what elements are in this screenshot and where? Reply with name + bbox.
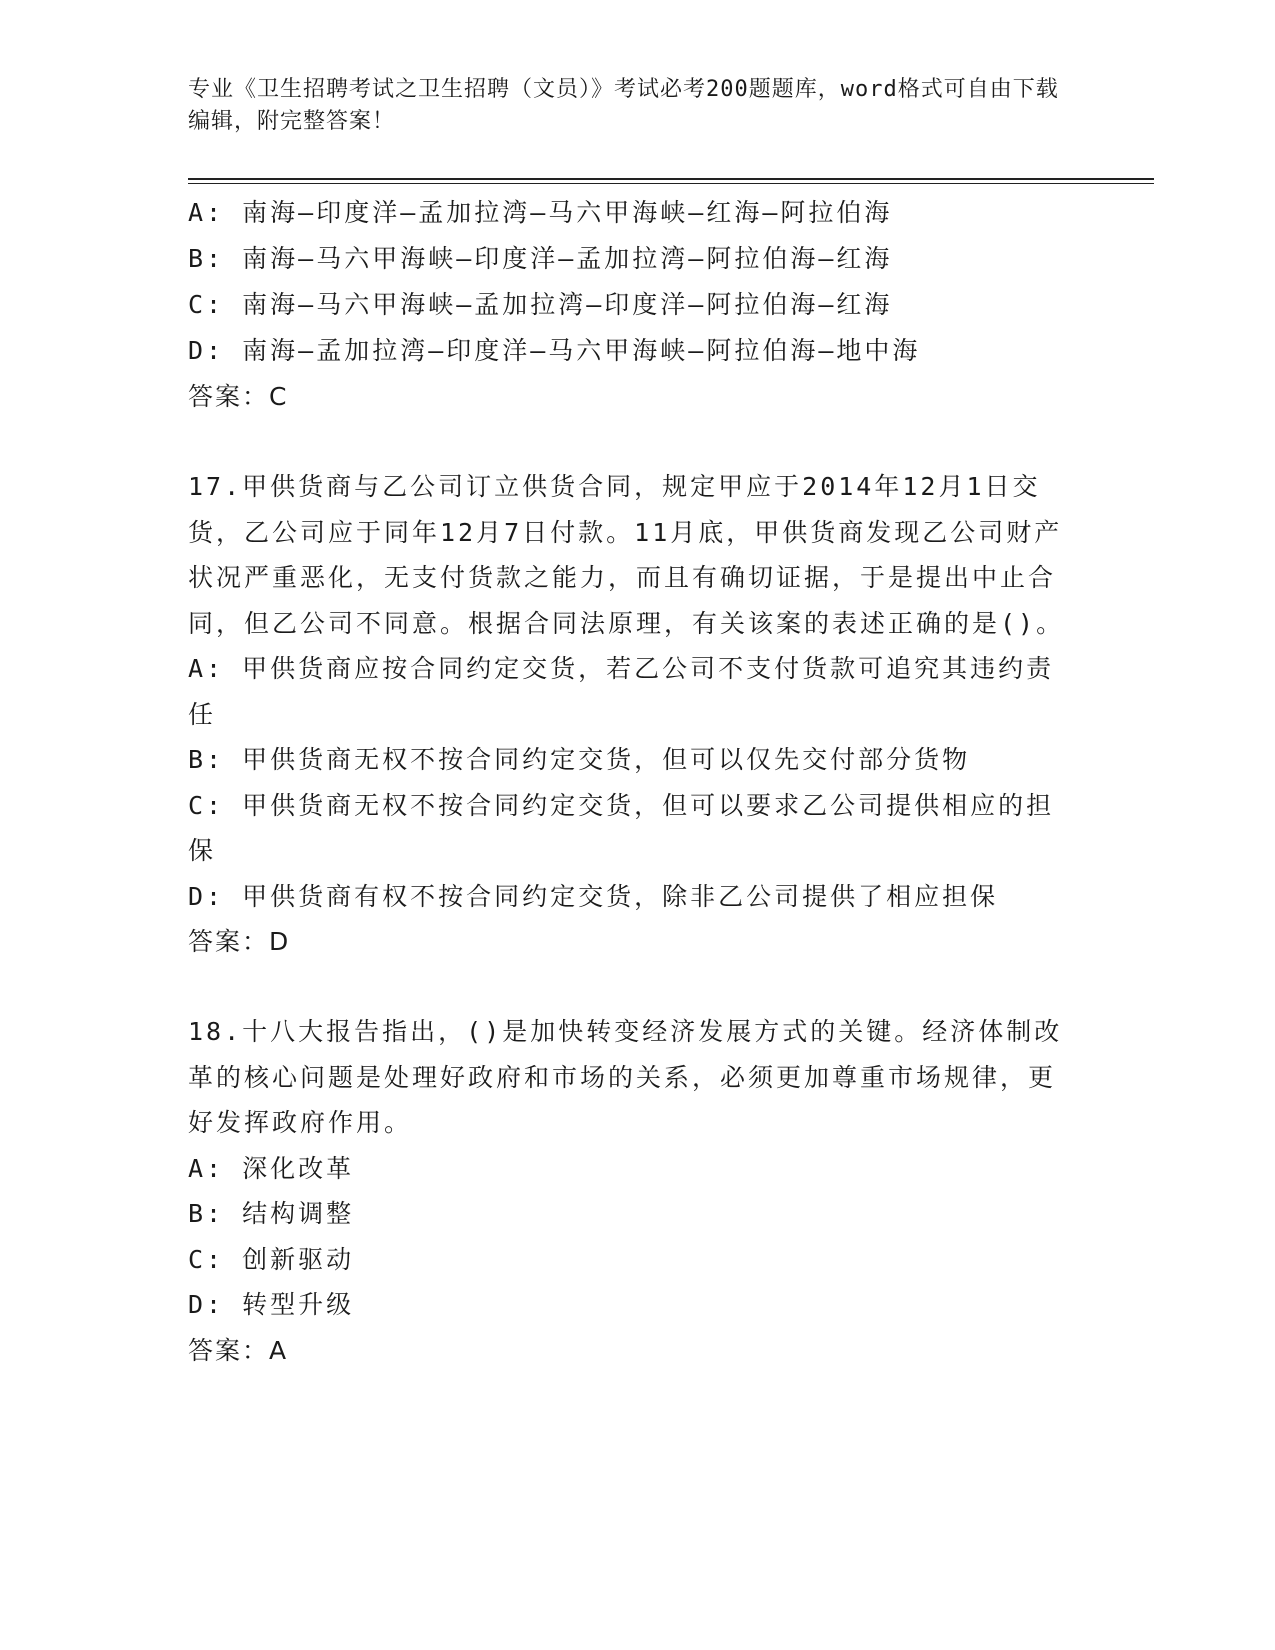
option-a: A: 甲供货商应按合同约定交货，若乙公司不支付货款可追究其违约责任 (188, 654, 1055, 729)
question-stem: 17.甲供货商与乙公司订立供货合同，规定甲应于2014年12月1日交货，乙公司应于同年12月7日付款。11月底，甲供货商发现乙公司财产状况严重恶化，无支付货款之能力，而且有确切证据，于是提出中止合同，但乙公司不同意。根据合同法原理，有关该案的表述正确的是()。 (188, 472, 1065, 638)
spacer (188, 420, 1088, 464)
option-c: C: 创新驱动 (188, 1244, 355, 1274)
option-b: B: 南海—马六甲海峡—印度洋—孟加拉湾—阿拉伯海—红海 (188, 244, 893, 273)
answer-label: 答案：A (188, 1335, 289, 1365)
option-d: D: 甲供货商有权不按合同约定交货，除非乙公司提供了相应担保 (188, 881, 999, 911)
answer-label: 答案：D (188, 927, 291, 956)
option-b: B: 结构调整 (188, 1199, 355, 1228)
document-header: 专业《卫生招聘考试之卫生招聘（文员）》考试必考200题题库，word格式可自由下载编辑，附完整答案！ (188, 77, 1059, 134)
option-d: D: 南海—孟加拉湾—印度洋—马六甲海峡—阿拉伯海—地中海 (188, 336, 921, 365)
option-d: D: 转型升级 (188, 1290, 355, 1319)
spacer (188, 965, 1088, 1009)
option-b: B: 甲供货商无权不按合同约定交货，但可以仅先交付部分货物 (188, 745, 971, 774)
header-divider-thin (188, 183, 1154, 184)
answer-label: 答案：C (188, 382, 289, 411)
question-content (188, 190, 1088, 1374)
question-17 (188, 464, 1088, 965)
question-18 (188, 1009, 1088, 1374)
option-c: C: 甲供货商无权不按合同约定交货，但可以要求乙公司提供相应的担保 (188, 790, 1055, 865)
option-c: C: 南海—马六甲海峡—孟加拉湾—印度洋—阿拉伯海—红海 (188, 290, 893, 319)
question-16 (188, 190, 1088, 420)
question-stem: 18.十八大报告指出，()是加快转变经济发展方式的关键。经济体制改革的核心问题是处理好政府和市场的关系，必须更加尊重市场规律，更好发挥政府作用。 (188, 1017, 1063, 1137)
header-divider-thick (188, 178, 1154, 180)
option-a: A: 深化改革 (188, 1153, 355, 1183)
option-a: A: 南海—印度洋—孟加拉湾—马六甲海峡—红海—阿拉伯海 (188, 198, 893, 227)
